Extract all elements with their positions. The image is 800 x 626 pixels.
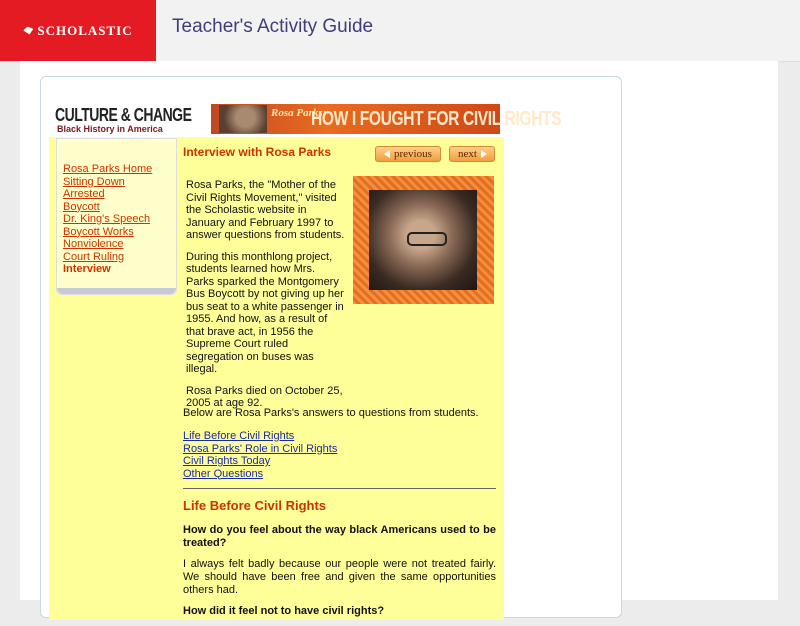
question: How do you feel about the way black Americans used to be treated? — [183, 524, 496, 549]
sidebar-item-dr-kings-speech[interactable]: Dr. King's Speech — [63, 213, 151, 225]
page-title: Teacher's Activity Guide — [172, 16, 374, 37]
series-title: CULTURE & CHANGE — [55, 104, 192, 125]
section-title: Life Before Civil Rights — [183, 498, 327, 513]
glasses-shape — [407, 232, 447, 246]
sidebar-item-boycott-works[interactable]: Boycott Works — [63, 225, 134, 238]
toc-link-today[interactable]: Civil Rights Today — [183, 455, 271, 467]
series-logo — [55, 104, 215, 134]
arrow-left-icon — [384, 150, 390, 158]
rosa-parks-photo — [353, 176, 494, 304]
previous-label: previous — [394, 148, 432, 160]
answers-intro: Below are Rosa Parks's answers to questions from students. — [183, 407, 479, 419]
answer: I always felt badly because our people were not treated fairly. We should have been free and given the same opportunities others had. — [183, 558, 496, 596]
sidebar-nav — [63, 163, 152, 276]
banner-portrait-image — [219, 105, 267, 133]
sidebar-item-rosa-parks-home[interactable]: Rosa Parks Home — [63, 163, 153, 175]
logo-text: SCHOLASTIC — [37, 22, 133, 38]
logo-bird-icon — [23, 27, 33, 35]
intro-paragraph: Rosa Parks, the "Mother of the Civil Rights Movement," visited the Scholastic website in January and February 1997 to answer questions from students. — [186, 179, 345, 241]
next-label: next — [458, 148, 477, 160]
toc-link-role[interactable]: Rosa Parks' Role in Civil Rights — [183, 442, 338, 455]
sidebar-item-court-ruling[interactable]: Court Ruling — [63, 250, 125, 263]
scholastic-logo[interactable] — [0, 0, 156, 61]
portrait-image — [369, 190, 477, 290]
header-banner — [49, 100, 562, 137]
sidebar-item-boycott[interactable]: Boycott — [63, 200, 100, 213]
toc-link-other[interactable]: Other Questions — [183, 467, 264, 480]
intro-paragraph: During this monthlong project, students learned how Mrs. Parks sparked the Montgomery Bus Boycott by not giving up her bus seat to a white passenger in 1955. And how, as a result of that brave act, in 1956 the Supreme Court ruled segregation on buses was illegal. — [186, 250, 344, 375]
top-bar — [0, 0, 800, 62]
banner-name: Rosa Parks: — [271, 107, 327, 119]
sidebar-item-nonviolence[interactable]: Nonviolence — [63, 238, 124, 250]
sidebar-item-interview-current: Interview — [63, 263, 111, 275]
banner-title: HOW I FOUGHT FOR CIVIL RIGHTS — [311, 108, 562, 130]
article-heading: Interview with Rosa Parks — [183, 145, 332, 159]
divider — [183, 488, 496, 489]
sidebar-item-arrested[interactable]: Arrested — [63, 188, 105, 200]
intro-text — [186, 179, 346, 419]
sidebar-item-sitting-down[interactable]: Sitting Down — [63, 175, 125, 188]
arrow-right-icon — [481, 150, 487, 158]
qa-block — [183, 524, 496, 626]
sidebar-cap — [57, 288, 176, 294]
intro-paragraph: Rosa Parks died on October 25, 2005 at age 92. — [186, 384, 343, 409]
question: How did it feel not to have civil rights? — [183, 605, 385, 617]
series-subtitle: Black History in America — [57, 124, 163, 134]
next-button[interactable] — [449, 146, 495, 162]
previous-button[interactable] — [375, 146, 441, 162]
toc-link-life-before[interactable]: Life Before Civil Rights — [183, 430, 295, 442]
table-of-contents — [183, 430, 337, 480]
pager — [375, 146, 495, 164]
